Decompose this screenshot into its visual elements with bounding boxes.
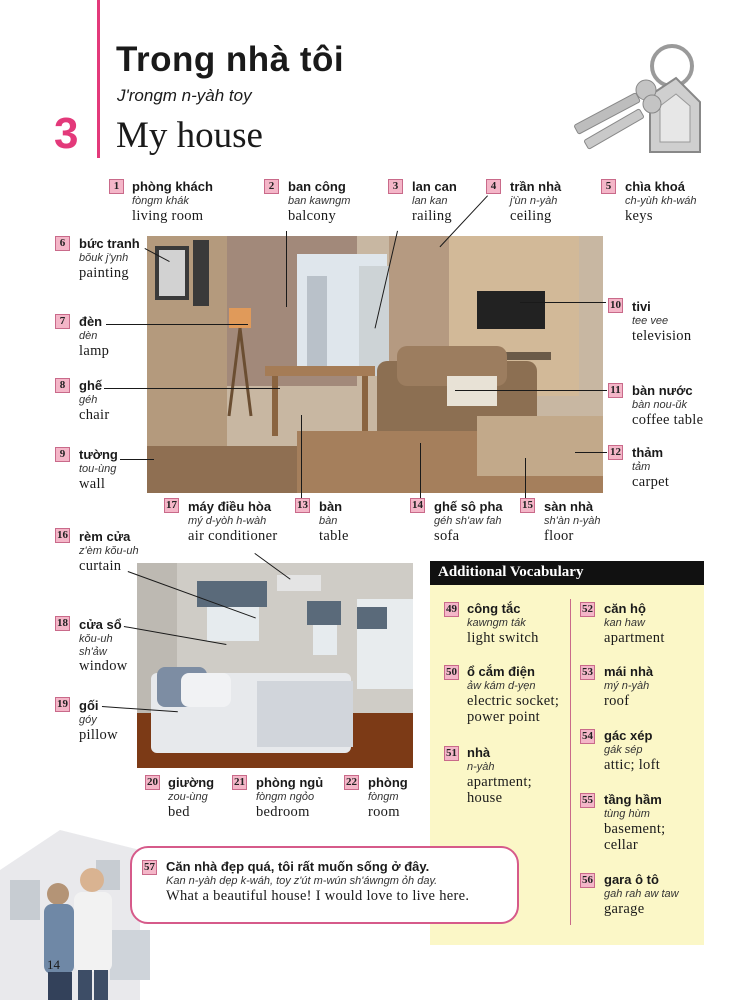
- entry-vn: phòng khách: [132, 179, 213, 194]
- entry-en: ceiling: [510, 207, 552, 224]
- example-sentence-bubble: [130, 846, 519, 924]
- entry-vn: tivi: [632, 299, 651, 314]
- vocab-pronunciation: ảw kám d-yẹn: [467, 679, 536, 692]
- entry-coffee-table: [632, 384, 703, 428]
- entry-number: 17: [166, 499, 177, 511]
- entry-pronunciation: lan kan: [412, 194, 448, 207]
- entry-number: 13: [297, 499, 308, 511]
- vocab-vn: nhà: [467, 745, 491, 760]
- entry-number: 18: [57, 617, 68, 629]
- vocab-vn: căn hộ: [604, 601, 646, 616]
- entry-en: bed: [168, 803, 190, 820]
- entry-number: 12: [610, 446, 621, 458]
- entry-vn: phòng ngủ: [256, 775, 324, 790]
- vocab-en: apartment;: [467, 773, 533, 790]
- vocab-en: electric socket;: [467, 692, 560, 709]
- entry-number: 10: [610, 299, 621, 311]
- chapter-number: 3: [54, 109, 79, 158]
- page-title-english: My house: [116, 115, 263, 156]
- entry-vn: chìa khoá: [625, 179, 685, 194]
- entry-living-room: [132, 180, 213, 224]
- vocab-number: 55: [582, 794, 593, 806]
- vocab-number: 52: [582, 603, 593, 615]
- entry-wall: [79, 448, 118, 492]
- vocab-en: garage: [604, 900, 645, 917]
- entry-vn: bức tranh: [79, 236, 140, 251]
- leader-line-7: [106, 324, 248, 325]
- leader-line-9: [120, 459, 154, 460]
- vocab-attic: [604, 729, 660, 773]
- entry-en: air conditioner: [188, 527, 278, 544]
- entry-en: bedroom: [256, 803, 310, 820]
- entry-en: pillow: [79, 726, 118, 743]
- entry-painting: [79, 237, 140, 281]
- entry-pronunciation: fòngm: [368, 790, 399, 803]
- vocab-number: 56: [582, 874, 593, 886]
- sentence-pronunciation: Kan n-yàh dẹp k-wáh, toy z'út m-wún sh'áwngm ỏh day.: [166, 874, 438, 887]
- leader-line-12: [575, 452, 607, 453]
- entry-number: 21: [234, 776, 245, 788]
- entry-number: 2: [264, 179, 279, 194]
- entry-en: television: [632, 327, 692, 344]
- entry-en: coffee table: [632, 411, 704, 428]
- sentence-number: 57: [144, 861, 155, 873]
- page-number: 14: [47, 957, 60, 972]
- entry-vn: phòng: [368, 775, 408, 790]
- leader-line-15: [525, 458, 526, 498]
- vocab-electric-socket: [467, 665, 559, 726]
- sentence-vn: Căn nhà đẹp quá, tôi rất muốn sống ở đây.: [166, 859, 430, 874]
- living-room-photo: [147, 236, 603, 493]
- vocab-vn: gác xép: [604, 728, 653, 743]
- entry-balcony: [288, 180, 350, 224]
- vocab-vn: tầng hầm: [604, 792, 662, 807]
- entry-vn: ban công: [288, 179, 346, 194]
- entry-number: 7: [55, 314, 70, 329]
- entry-vn: trần nhà: [510, 179, 562, 194]
- entry-vn: thảm: [632, 445, 664, 460]
- leader-line-11: [455, 390, 607, 391]
- header-accent-bar: [97, 0, 100, 158]
- example-sentence: [166, 860, 469, 904]
- entry-en: room: [368, 803, 400, 820]
- entry-en: keys: [625, 207, 653, 224]
- vocab-en: cellar: [604, 837, 638, 854]
- bedroom-photo: [137, 563, 413, 768]
- vocab-vn: công tắc: [467, 601, 521, 616]
- vocab-number: 49: [446, 603, 457, 615]
- additional-vocabulary-heading: Additional Vocabulary: [430, 561, 704, 585]
- entry-pronunciation: z'èm kŏu-uh: [79, 544, 139, 557]
- entry-pronunciation: ban kawngm: [288, 194, 351, 207]
- entry-pronunciation: tee vee: [632, 314, 669, 327]
- entry-pronunciation: mý d-yòh h-wàh: [188, 514, 267, 527]
- page-title: Trong nhà tôi: [116, 40, 345, 79]
- entry-number: 5: [601, 179, 616, 194]
- entry-en: chair: [79, 406, 110, 423]
- entry-pronunciation: bàn: [319, 514, 338, 527]
- entry-room: [368, 776, 408, 820]
- entry-pronunciation: fòngm khák: [132, 194, 189, 207]
- entry-en: sofa: [434, 527, 460, 544]
- entry-vn: rèm cửa: [79, 529, 131, 544]
- vocab-number: 54: [582, 730, 593, 742]
- vocab-number: 51: [446, 747, 457, 759]
- entry-number: 14: [412, 499, 423, 511]
- entry-pronunciation: sh'ảw: [79, 645, 107, 658]
- entry-pillow: [79, 699, 118, 743]
- leader-line-2: [286, 231, 287, 307]
- vocab-pronunciation: kan haw: [604, 616, 645, 629]
- vocab-number: 50: [446, 666, 457, 678]
- vocab-vn: ổ cắm điện: [467, 664, 535, 679]
- entry-en: wall: [79, 475, 106, 492]
- entry-vn: đèn: [79, 314, 103, 329]
- entry-number: 6: [55, 236, 70, 251]
- entry-number: 3: [388, 179, 403, 194]
- entry-en: painting: [79, 264, 129, 281]
- entry-keys: [625, 180, 697, 224]
- entry-curtain: [79, 530, 139, 574]
- entry-number: 16: [57, 529, 68, 541]
- entry-television: [632, 300, 691, 344]
- vocab-en: basement;: [604, 820, 666, 837]
- vocab-pronunciation: n-yàh: [467, 760, 495, 773]
- vocab-column-divider: [570, 599, 571, 925]
- entry-en: table: [319, 527, 349, 544]
- vocab-en: house: [467, 790, 503, 807]
- entry-en: floor: [544, 527, 574, 544]
- entry-vn: tường: [79, 447, 118, 462]
- entry-pronunciation: góy: [79, 713, 97, 726]
- entry-en: railing: [412, 207, 452, 224]
- entry-vn: máy điều hòa: [188, 499, 272, 514]
- entry-vn: ghế: [79, 378, 103, 393]
- leader-line-10: [520, 302, 606, 303]
- entry-table: [319, 500, 349, 544]
- entry-number: 8: [55, 378, 70, 393]
- entry-en: curtain: [79, 557, 122, 574]
- entry-number: 1: [109, 179, 124, 194]
- vocab-pronunciation: mý n-yàh: [604, 679, 650, 692]
- entry-en: living room: [132, 207, 204, 224]
- vocab-house: [467, 746, 532, 807]
- entry-number: 22: [346, 776, 357, 788]
- entry-pronunciation: bŏuk j'ynh: [79, 251, 129, 264]
- vocab-pronunciation: kawngm ták: [467, 616, 526, 629]
- entry-vn: sàn nhà: [544, 499, 594, 514]
- entry-sofa: [434, 500, 503, 544]
- entry-number: 15: [522, 499, 533, 511]
- entry-pronunciation: ch-yùh kh-wáh: [625, 194, 697, 207]
- entry-pronunciation: bàn nou-ŭk: [632, 398, 688, 411]
- vocab-en: light switch: [467, 629, 539, 646]
- entry-window: [79, 618, 128, 675]
- entry-air-conditioner: [188, 500, 277, 544]
- vocab-light-switch: [467, 602, 539, 646]
- leader-line-8: [104, 388, 280, 389]
- vocab-en: power point: [467, 709, 540, 726]
- entry-chair: [79, 379, 109, 423]
- entry-number: 19: [57, 698, 68, 710]
- entry-ceiling: [510, 180, 561, 224]
- entry-en: lamp: [79, 342, 110, 359]
- entry-vn: bàn nước: [632, 383, 693, 398]
- vocab-basement: [604, 793, 666, 854]
- entry-number: 11: [608, 383, 623, 398]
- entry-pronunciation: tảm: [632, 460, 651, 473]
- entry-vn: gối: [79, 698, 99, 713]
- vocab-pronunciation: gák sép: [604, 743, 643, 756]
- vocab-pronunciation: tùng hùm: [604, 807, 650, 820]
- vocab-vn: gara ô tô: [604, 872, 659, 887]
- leader-line-13: [301, 415, 302, 498]
- entry-pronunciation: j'ùn n-yàh: [510, 194, 558, 207]
- entry-number: 20: [147, 776, 158, 788]
- vocab-vn: mái nhà: [604, 664, 654, 679]
- entry-pronunciation: sh'àn n-yàh: [544, 514, 601, 527]
- vocab-apartment: [604, 602, 665, 646]
- vocab-en: apartment: [604, 629, 665, 646]
- entry-lamp: [79, 315, 109, 359]
- entry-en: carpet: [632, 473, 670, 490]
- keys-image: [568, 40, 708, 170]
- entry-pronunciation: géh: [79, 393, 98, 406]
- entry-en: window: [79, 658, 128, 675]
- entry-vn: giường: [168, 775, 215, 790]
- page-title-pronunciation: J'rongm n-yàh toy: [117, 86, 252, 105]
- entry-pronunciation: fòngm ngỏo: [256, 790, 315, 803]
- vocab-number: 53: [582, 666, 593, 678]
- vocab-roof: [604, 665, 653, 709]
- entry-pronunciation: tou-ùng: [79, 462, 117, 475]
- vocab-garage: [604, 873, 679, 917]
- entry-railing: [412, 180, 457, 224]
- entry-vn: bàn: [319, 499, 343, 514]
- leader-line-14: [420, 443, 421, 498]
- entry-bedroom: [256, 776, 323, 820]
- vocab-en: attic; loft: [604, 756, 661, 773]
- entry-pronunciation: dèn: [79, 329, 98, 342]
- vocab-en: roof: [604, 692, 630, 709]
- entry-vn: ghế sô pha: [434, 499, 503, 514]
- entry-pronunciation: zou-ùng: [168, 790, 208, 803]
- vocab-pronunciation: gah rah aw taw: [604, 887, 679, 900]
- entry-number: 4: [486, 179, 501, 194]
- entry-vn: lan can: [412, 179, 457, 194]
- entry-number: 9: [55, 447, 70, 462]
- entry-pronunciation: kŏu-uh: [79, 632, 113, 645]
- entry-floor: [544, 500, 601, 544]
- sentence-en: What a beautiful house! I would love to live here.: [166, 887, 470, 904]
- entry-carpet: [632, 446, 669, 490]
- entry-vn: cửa sổ: [79, 617, 122, 632]
- entry-bed: [168, 776, 214, 820]
- entry-en: balcony: [288, 207, 337, 224]
- entry-pronunciation: géh sh'aw fah: [434, 514, 502, 527]
